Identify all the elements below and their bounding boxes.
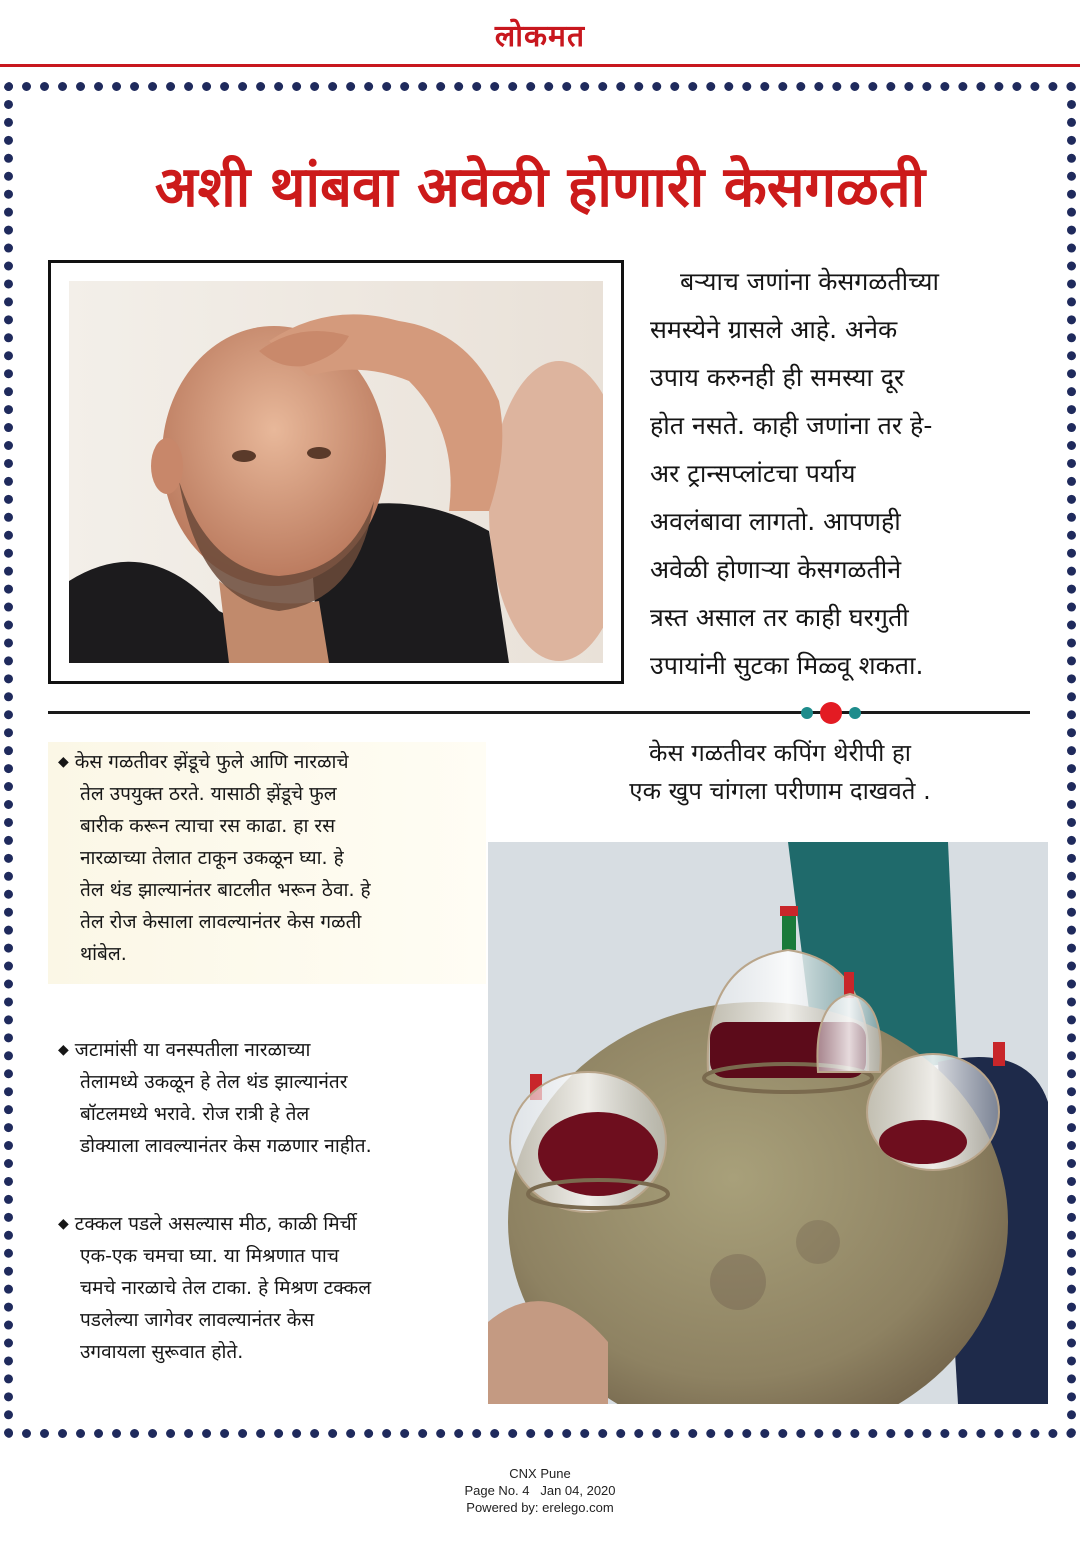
tip-line: उगवायला सुरूवात होते. <box>80 1341 244 1363</box>
tip-line: टक्कल पडले असल्यास मीठ, काळी मिर्ची <box>74 1213 357 1235</box>
intro-paragraph <box>650 258 1040 690</box>
diamond-bullet-icon: ◆ <box>58 1216 69 1232</box>
page-footer <box>0 1465 1080 1516</box>
caption-line: एक खुप चांगला परीणाम दाखवते . <box>629 777 931 805</box>
tip-marigold <box>58 746 482 970</box>
footer-page-date <box>0 1482 1080 1499</box>
divider-ornament-icon <box>798 700 864 726</box>
man-illustration <box>69 281 603 663</box>
tip-line: बॉटलमध्ये भरावे. रोज रात्री हे तेल <box>80 1103 310 1125</box>
footer-date: Jan 04, 2020 <box>540 1483 616 1498</box>
footer-page-number: Page No. 4 <box>464 1483 530 1498</box>
section-divider <box>48 711 1030 714</box>
tip-line: नारळाच्या तेलात टाकून उकळून घ्या. हे <box>80 847 344 869</box>
intro-line: उपायांनी सुटका मिळ्वू शकता. <box>650 651 924 680</box>
footer-powered-by: Powered by: erelego.com <box>466 1500 614 1515</box>
intro-line: समस्येने ग्रासले आहे. अनेक <box>650 315 898 344</box>
tip-line: थांबेल. <box>80 943 127 965</box>
masthead-rule <box>0 64 1080 67</box>
intro-line: बऱ्याच जणांना केसगळतीच्या <box>680 267 939 296</box>
tip-line: बारीक करून त्याचा रस काढा. हा रस <box>80 815 336 837</box>
tip-line: तेल उपयुक्त ठरते. यासाठी झेंडूचे फुल <box>80 783 337 805</box>
cupping-photo <box>488 842 1048 1404</box>
intro-line: उपाय करुनही ही समस्या दूर <box>650 363 905 392</box>
tip-line: केस गळतीवर झेंडूचे फुले आणि नारळाचे <box>74 751 349 773</box>
intro-line: अवेळी होणाऱ्या केसगळतीने <box>650 555 902 584</box>
footer-edition: CNX Pune <box>509 1466 571 1481</box>
masthead-logo: लोकमत <box>494 19 586 54</box>
tip-line: एक-एक चमचा घ्या. या मिश्रणात पाच <box>80 1245 339 1267</box>
cupping-caption <box>540 734 1020 810</box>
tip-line: पडलेल्या जागेवर लावल्यानंतर केस <box>80 1309 315 1331</box>
man-photo <box>69 281 603 663</box>
diamond-bullet-icon: ◆ <box>58 754 69 770</box>
intro-line: अवलंबावा लागतो. आपणही <box>650 507 901 536</box>
caption-line: केस गळतीवर कपिंग थेरीपी हा <box>649 739 911 767</box>
intro-line: अर ट्रान्सप्लांटचा पर्याय <box>650 459 856 488</box>
tip-line: तेलामध्ये उकळून हे तेल थंड झाल्यानंतर <box>80 1071 348 1093</box>
article-headline: अशी थांबवा अवेळी होणारी केसगळती <box>154 155 926 220</box>
tip-line: तेल रोज केसाला लावल्यानंतर केस गळती <box>80 911 362 933</box>
tip-line: तेल थंड झाल्यानंतर बाटलीत भरून ठेवा. हे <box>80 879 371 901</box>
tip-jatamansi <box>58 1034 482 1162</box>
tip-line: जटामांसी या वनस्पतीला नारळाच्या <box>74 1039 311 1061</box>
diamond-bullet-icon: ◆ <box>58 1042 69 1058</box>
tip-line: चमचे नारळाचे तेल टाका. हे मिश्रण टक्कल <box>80 1277 372 1299</box>
tip-line: डोक्याला लावल्यानंतर केस गळणार नाहीत. <box>80 1135 372 1157</box>
tip-salt-pepper <box>58 1208 482 1368</box>
intro-line: त्रस्त असाल तर काही घरगुती <box>650 603 909 632</box>
man-photo-frame <box>48 260 624 684</box>
cupping-cup-left <box>510 1072 668 1212</box>
cupping-illustration <box>488 842 1048 1404</box>
intro-line: होत नसते. काही जणांना तर हे- <box>650 411 933 440</box>
